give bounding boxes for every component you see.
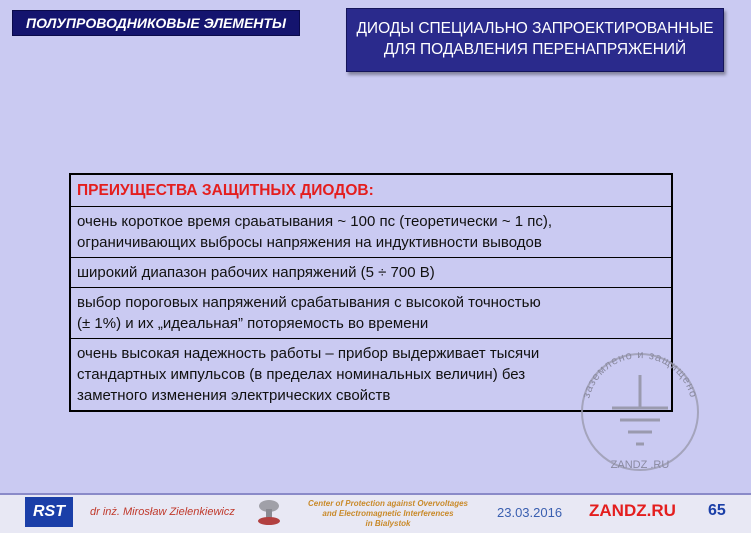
watermark-domain: ZANDZ .RU (610, 459, 670, 471)
ground-watermark-icon (570, 330, 710, 485)
watermark-arc-text: заземлено и защищено (580, 348, 700, 400)
page-number: 65 (708, 502, 726, 519)
slide-date: 23.03.2016 (497, 505, 563, 520)
author-name: dr inż. Mirosław Zielenkiewicz (90, 506, 235, 518)
center-line-2: and Electromagnetic Interferences (322, 509, 454, 518)
row-text: стандартных импульсов (в пределах номинальных величин) без (77, 366, 526, 383)
title-line-2: ДЛЯ ПОДАВЛЕНИЯ ПЕРЕНАПРЯЖЕНИЙ (383, 41, 687, 58)
row-text: очень короткое время сраьатывания ~ 100 пс (теоретически ~ 1 пс), (77, 213, 553, 230)
center-line-1: Center of Protection against Overvoltages (307, 499, 469, 508)
center-line-3: in Bialystok (365, 519, 411, 528)
table-heading: ПРЕИУЩЕСТВА ЗАЩИТНЫХ ДИОДОВ: (77, 182, 374, 199)
row-text: ограничивающих выбросы напряжения на индуктивности выводов (77, 234, 542, 251)
row-text: очень высокая надежность работы – прибор выдерживает тысячи (77, 345, 540, 362)
row-text: заметного изменения электрических свойств (77, 387, 391, 404)
center-name (288, 499, 488, 529)
table-row (71, 206, 671, 257)
mushroom-cloud-icon (254, 497, 284, 527)
table-row (71, 257, 671, 287)
row-text: широкий диапазон рабочих напряжений (5 ÷ 700 В) (77, 264, 435, 281)
rst-logo: RST (25, 497, 73, 527)
slide-title (346, 8, 724, 72)
title-line-1: ДИОДЫ СПЕЦИАЛЬНО ЗАПРОЕКТИРОВАННЫЕ (356, 20, 714, 37)
row-text: выбор пороговых напряжений срабатывания с высокой точностью (77, 294, 541, 311)
site-name: ZANDZ.RU (589, 501, 676, 520)
row-text: (± 1%) и их „идеальная” поторяемость во времени (77, 315, 429, 332)
section-tag: ПОЛУПРОВОДНИКОВЫЕ ЭЛЕМЕНТЫ (12, 10, 300, 36)
